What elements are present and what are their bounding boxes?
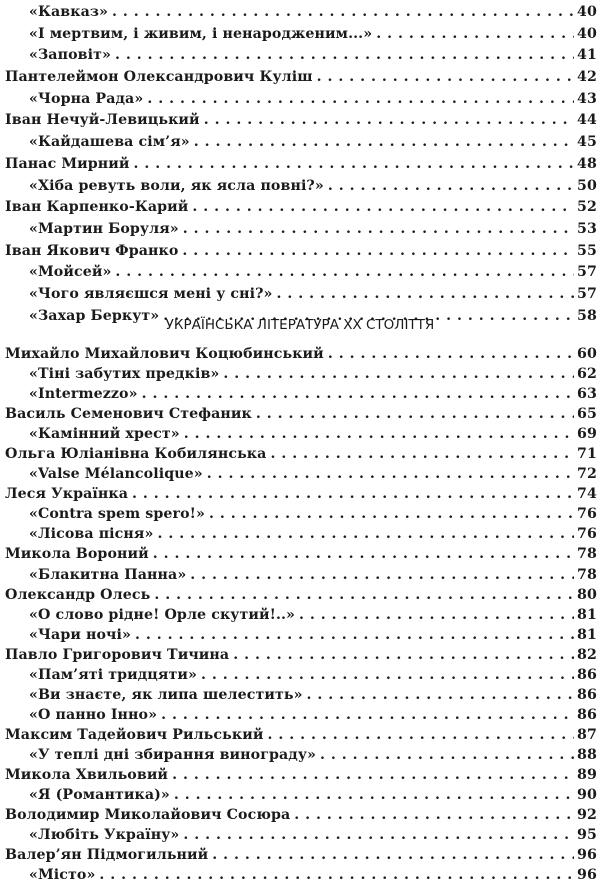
entry-title: Панас Мирний <box>5 155 130 172</box>
dot-leader <box>174 785 574 805</box>
dot-leader <box>317 67 574 89</box>
page-number: 82 <box>577 646 597 663</box>
page-number: 88 <box>577 746 597 763</box>
entry-title: Микола Вороний <box>5 546 149 563</box>
entry-title: «Я (Романтика)» <box>29 787 170 804</box>
page-number: 48 <box>577 155 597 172</box>
toc-entry-work[interactable] <box>0 785 600 805</box>
toc-entry-author[interactable] <box>0 110 600 132</box>
page-number: 42 <box>577 69 597 86</box>
toc-entry-author[interactable] <box>0 544 600 564</box>
entry-title: «Тіні забутих предків» <box>29 366 220 383</box>
entry-title: «Лісова пісня» <box>29 526 154 543</box>
entry-title: «Intermezzo» <box>29 386 138 403</box>
page-number: 40 <box>577 25 597 42</box>
dot-leader <box>134 154 575 176</box>
dot-leader <box>183 825 574 845</box>
toc-entry-work[interactable] <box>0 424 600 444</box>
entry-title: Максим Тадейович Рильський <box>5 726 264 743</box>
page-number: 58 <box>577 307 597 324</box>
dot-leader <box>299 605 574 625</box>
dot-leader <box>256 404 574 424</box>
page-number: 76 <box>577 526 597 543</box>
dot-leader <box>192 197 574 219</box>
entry-title: Василь Семенович Стефаник <box>5 406 252 423</box>
page-number: 45 <box>577 134 597 151</box>
entry-title: «Кавказ» <box>29 4 108 20</box>
toc-entry-work[interactable] <box>0 605 600 625</box>
entry-title: «Камінний хрест» <box>29 426 180 443</box>
dot-leader <box>157 524 574 544</box>
page-number: 69 <box>577 426 597 443</box>
dot-leader <box>112 2 574 24</box>
section-heading: УКРАЇНСЬКА ЛІТЕРАТУРА XX СТОЛІТТЯ <box>165 317 435 333</box>
toc-entry-author[interactable] <box>0 484 600 504</box>
page-number: 71 <box>577 446 597 463</box>
dot-leader <box>233 645 574 665</box>
page-number: 95 <box>577 827 597 844</box>
entry-title: Володимир Миколайович Сосюра <box>5 807 291 824</box>
toc-entry-work[interactable] <box>0 364 600 384</box>
page-number: 44 <box>577 112 597 129</box>
page-number: 92 <box>577 807 597 824</box>
dot-leader <box>183 219 574 241</box>
entry-title: Іван Карпенко-Карий <box>5 199 189 216</box>
toc-entry-work[interactable] <box>0 524 600 544</box>
page-number: 57 <box>577 264 597 281</box>
entry-title: «Чорна Рада» <box>29 90 144 107</box>
dot-leader <box>153 544 574 564</box>
entry-title: «Заповіт» <box>29 47 111 64</box>
page-number: 81 <box>577 626 597 643</box>
entry-title: Леся Українка <box>5 486 129 503</box>
toc-entry-work[interactable] <box>0 176 600 198</box>
dot-leader <box>376 24 574 46</box>
dot-leader <box>161 705 574 725</box>
entry-title: «О панно Інно» <box>29 706 158 723</box>
dot-leader <box>294 805 574 825</box>
dot-leader <box>223 364 574 384</box>
dot-leader <box>194 132 574 154</box>
entry-title: Валер’ян Підмогильний <box>5 847 209 864</box>
toc-entry-author[interactable] <box>0 154 600 176</box>
toc-entry-work[interactable] <box>0 865 600 885</box>
entry-title: Іван Якович Франко <box>5 242 179 259</box>
entry-title: Олександр Олесь <box>5 586 151 603</box>
dot-leader <box>182 241 574 263</box>
entry-title: Павло Григорович Тичина <box>5 646 230 663</box>
dot-leader <box>184 424 574 444</box>
entry-title: Микола Хвильовий <box>5 766 169 783</box>
toc-entry-author[interactable] <box>0 197 600 219</box>
toc-entry-author[interactable] <box>0 444 600 464</box>
dot-leader <box>115 45 574 67</box>
page-number: 86 <box>577 666 597 683</box>
dot-leader <box>99 865 574 885</box>
toc-entry-author[interactable] <box>0 241 600 263</box>
page-number: 81 <box>577 606 597 623</box>
page-number: 63 <box>577 386 597 403</box>
toc-entry-work[interactable] <box>0 262 600 284</box>
entry-title: «О слово рідне! Орле скутий!..» <box>29 606 295 623</box>
toc-entry-work[interactable] <box>0 705 600 725</box>
dot-leader <box>135 625 574 645</box>
page-number: 78 <box>577 546 597 563</box>
toc-entry-work[interactable] <box>0 665 600 685</box>
dot-leader <box>201 665 574 685</box>
dot-leader <box>212 845 574 865</box>
toc-section-20th-century <box>0 344 600 885</box>
toc-entry-author[interactable] <box>0 845 600 865</box>
dot-leader <box>132 484 574 504</box>
page-number: 52 <box>577 199 597 216</box>
entry-title: «Чари ночі» <box>29 626 131 643</box>
entry-title: «Пам’яті тридцяти» <box>29 666 197 683</box>
page-number: 72 <box>577 466 597 483</box>
toc-entry-work[interactable] <box>0 89 600 111</box>
entry-title: «Мойсей» <box>29 264 112 281</box>
dot-leader <box>147 89 574 111</box>
entry-title: «Contra spem spero!» <box>29 506 205 523</box>
page-number: 89 <box>577 766 597 783</box>
dot-leader <box>207 464 574 484</box>
toc-entry-work[interactable] <box>0 132 600 154</box>
toc-entry-author[interactable] <box>0 645 600 665</box>
entry-title: «Кайдашева сім’я» <box>29 134 190 151</box>
page-number: 40 <box>577 4 597 20</box>
dot-leader <box>267 725 574 745</box>
dot-leader <box>328 176 574 198</box>
page-number: 41 <box>577 47 597 64</box>
dot-leader <box>307 685 575 705</box>
page-number: 86 <box>577 686 597 703</box>
toc-entry-author[interactable] <box>0 725 600 745</box>
entry-title: «Чого являєшся мені у сні?» <box>29 285 273 302</box>
dot-leader <box>154 585 574 605</box>
entry-title: «Мартин Боруля» <box>29 220 179 237</box>
dot-leader <box>209 504 574 524</box>
entry-title: Іван Нечуй-Левицький <box>5 112 200 129</box>
dot-leader <box>172 765 574 785</box>
page-number: 86 <box>577 706 597 723</box>
page-number: 65 <box>577 406 597 423</box>
toc-entry-author[interactable] <box>0 805 600 825</box>
entry-title: «У теплі дні збирання винограду» <box>29 746 317 763</box>
toc-entry-work[interactable] <box>0 625 600 645</box>
toc-entry-work[interactable] <box>0 219 600 241</box>
page-number: 60 <box>577 346 597 362</box>
dot-leader <box>190 565 574 585</box>
entry-title: «Хіба ревуть воли, як ясла повні?» <box>29 177 324 194</box>
page-number: 87 <box>577 726 597 743</box>
dot-leader <box>142 384 574 404</box>
toc-entry-work[interactable] <box>0 464 600 484</box>
dot-leader <box>115 262 574 284</box>
toc-entry-author[interactable] <box>0 765 600 785</box>
toc-entry-work[interactable] <box>0 685 600 705</box>
page-number: 90 <box>577 787 597 804</box>
entry-title: «Valse Mélancolique» <box>29 466 203 483</box>
dot-leader <box>270 444 574 464</box>
toc-entry-work[interactable] <box>0 45 600 67</box>
entry-title: «Любіть Україну» <box>29 827 180 844</box>
entry-title: Михайло Михайлович Коцюбинський <box>5 346 324 362</box>
entry-title: «Блакитна Панна» <box>29 566 187 583</box>
page-number: 76 <box>577 506 597 523</box>
entry-title: «Захар Беркут» <box>29 307 160 324</box>
page-number: 96 <box>577 867 597 884</box>
page-number: 55 <box>577 242 597 259</box>
page-number: 43 <box>577 90 597 107</box>
toc-entry-work[interactable] <box>0 504 600 524</box>
entry-title: Ольга Юліанівна Кобилянська <box>5 446 267 463</box>
dot-leader <box>204 110 574 132</box>
page-number: 74 <box>577 486 597 503</box>
page-number: 57 <box>577 285 597 302</box>
entry-title: Пантелеймон Олександрович Куліш <box>5 69 313 86</box>
toc-entry-work[interactable] <box>0 745 600 765</box>
entry-title: «Місто» <box>29 867 96 884</box>
dot-leader <box>328 344 574 364</box>
toc-entry-work[interactable] <box>0 24 600 46</box>
dot-leader <box>320 745 574 765</box>
page-number: 96 <box>577 847 597 864</box>
page-number: 62 <box>577 366 597 383</box>
page-number: 53 <box>577 220 597 237</box>
toc-entry-work[interactable] <box>0 2 600 24</box>
toc-entry-author[interactable] <box>0 404 600 424</box>
toc-entry-work[interactable] <box>0 565 600 585</box>
toc-entry-work[interactable] <box>0 384 600 404</box>
entry-title: «І мертвим, і живим, і ненародженим...» <box>29 25 373 42</box>
entry-title: «Ви знаєте, як липа шелестить» <box>29 686 303 703</box>
toc-entry-work[interactable] <box>0 284 600 306</box>
page-number: 78 <box>577 566 597 583</box>
toc-entry-work[interactable] <box>0 825 600 845</box>
toc-entry-author[interactable] <box>0 344 600 364</box>
toc-section-19th-century <box>0 2 600 327</box>
page-number: 80 <box>577 586 597 603</box>
toc-entry-author[interactable] <box>0 585 600 605</box>
dot-leader <box>277 284 575 306</box>
page-number: 50 <box>577 177 597 194</box>
toc-entry-author[interactable] <box>0 67 600 89</box>
